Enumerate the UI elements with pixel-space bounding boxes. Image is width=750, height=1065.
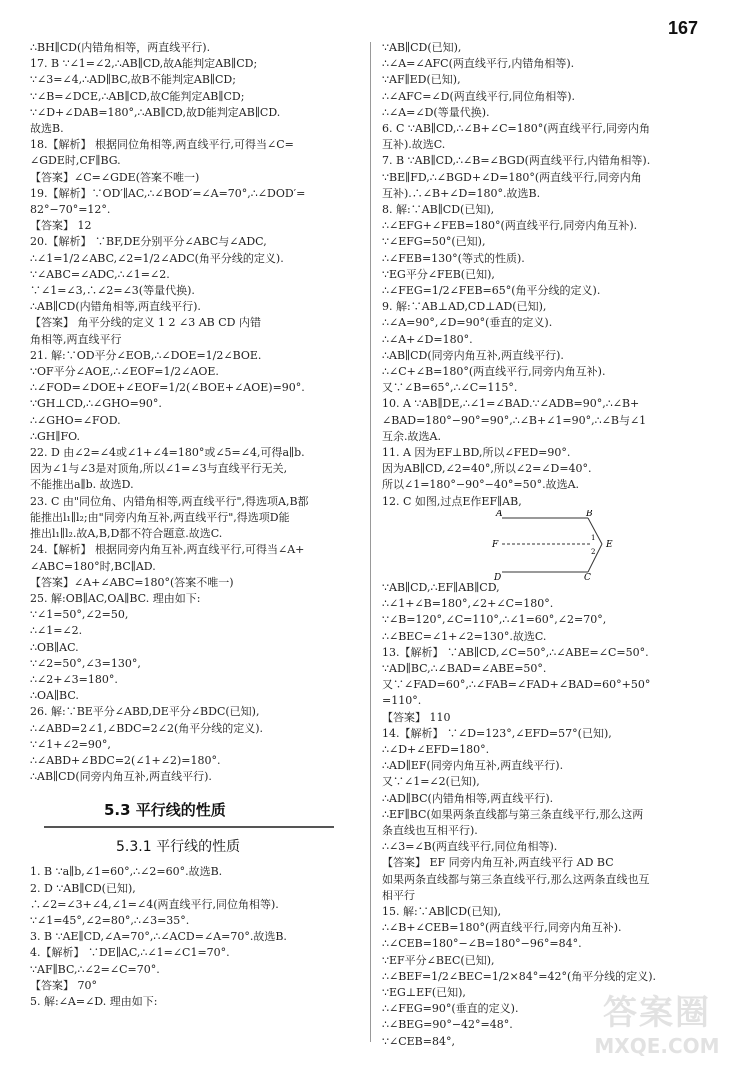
text-line: 8. 解:∵AB∥CD(已知), [382, 203, 495, 217]
text-line: ∴AB∥CD(同旁内角互补,两直线平行). [382, 348, 564, 362]
text-line: ∴∠1=∠2. [30, 624, 83, 638]
label-a: A [496, 509, 503, 519]
text-line: ∵GH⊥CD,∴∠GHO=90°. [30, 397, 162, 411]
text-line: 推出l₁∥l₂.故A,B,D都不符合题意.故选C. [30, 527, 223, 541]
label-angle-1: 1 [591, 533, 596, 542]
text-line: ∴∠AFC=∠D(两直线平行,同位角相等). [382, 89, 576, 103]
text-line: ∴∠C+∠B=180°(两直线平行,同旁内角互补). [382, 365, 606, 379]
text-line: ∴∠ABD+∠BDC=2(∠1+∠2)=180°. [30, 753, 221, 767]
text-line: ∴∠A+∠D=180°. [382, 332, 473, 346]
text-line: 又∵∠B=65°,∴∠C=115°. [382, 381, 518, 395]
text-line: 15. 解:∵AB∥CD(已知), [382, 904, 502, 918]
watermark-main: 答案圈 [603, 993, 711, 1033]
left-bottom-block [30, 864, 360, 1010]
text-line: ∵∠CEB=84°, [382, 1034, 455, 1048]
text-line: ∴AD∥EF(同旁内角互补,两直线平行). [382, 759, 564, 773]
text-line: 相平行 [382, 888, 415, 902]
text-line: ∵∠1=∠3,∴∠2=∠3(等量代换). [30, 284, 195, 298]
text-line: ∴∠FEB=130°(等式的性质). [382, 251, 525, 265]
text-line: ∴EF∥BC(如果两条直线都与第三条直线平行,那么这两 [382, 807, 644, 821]
text-line: ∴∠EFG+∠FEB=180°(两直线平行,同旁内角互补). [382, 219, 638, 233]
label-c: C [584, 572, 591, 580]
section-underline [44, 826, 334, 828]
text-line: 【答案】 12 [30, 219, 92, 233]
text-line: ∵EG平分∠FEB(已知), [382, 267, 495, 281]
text-line: 【答案】 110 [382, 710, 451, 724]
watermark-logo [582, 985, 732, 1058]
text-line: ∵EG⊥EF(已知), [382, 985, 466, 999]
text-line: 82°−70°=12°. [30, 203, 111, 217]
text-line: ∴∠BEF=1/2∠BEC=1/2×84°=42°(角平分线的定义). [382, 969, 657, 983]
text-line: ∵OF平分∠AOE,∴∠EOF=1/2∠AOE. [30, 365, 219, 379]
text-line: ∵AF∥BC,∴∠2=∠C=70°. [30, 962, 160, 976]
text-line: 【答案】 角平分线的定义 1 2 ∠3 AB CD 内错 [30, 316, 261, 330]
text-line: ∴∠1=1/2∠ABC,∠2=1/2∠ADC(角平分线的定义). [30, 251, 284, 265]
left-top-block [30, 40, 360, 785]
text-line: 1. B ∵a∥b,∠1=60°,∴∠2=60°.故选B. [30, 865, 223, 879]
right-column [382, 40, 722, 1050]
section-title: 5.3 平行线的性质 [104, 801, 226, 820]
text-line: ∵AB∥CD,∴EF∥AB∥CD, [382, 580, 500, 594]
text-line: ∴∠D+∠EFD=180°. [382, 742, 490, 756]
text-line: ∵∠EFG=50°(已知), [382, 235, 486, 249]
text-line: 【答案】 70° [30, 978, 97, 992]
text-line: ∴GH∥FO. [30, 429, 80, 443]
text-line: ∴∠B+∠CEB=180°(两直线平行,同旁内角互补). [382, 921, 622, 935]
text-line: 18.【解析】 根据同位角相等,两直线平行,可得当∠C= [30, 138, 294, 152]
text-line: ∴∠1+∠B=180°,∠2+∠C=180°. [382, 597, 554, 611]
text-line: 17. B ∵∠1=∠2,∴AB∥CD,故A能判定AB∥CD; [30, 57, 258, 71]
text-line: ∴∠BEG=90°−42°=48°. [382, 1018, 513, 1032]
text-line: ∵∠ABC=∠ADC,∴∠1=∠2. [30, 267, 170, 281]
text-line: 2. D ∵AB∥CD(已知), [30, 881, 136, 895]
text-line: 19.【解析】∵OD′∥AC,∴∠BOD′=∠A=70°,∴∠DOD′= [30, 186, 306, 200]
text-line: ∴∠A=∠AFC(两直线平行,内错角相等). [382, 57, 575, 71]
text-line: 11. A 因为EF⊥BD,所以∠FED=90°. [382, 446, 571, 460]
text-line: ∵AD∥BC,∴∠BAD=∠ABE=50°. [382, 661, 547, 675]
text-line: 不能推出a∥b. 故选D. [30, 478, 134, 492]
text-line: 条直线也互相平行). [382, 823, 478, 837]
text-line: 故选B. [30, 122, 64, 136]
text-line: 又∵∠FAD=60°,∴∠FAB=∠FAD+∠BAD=60°+50° [382, 678, 651, 692]
label-angle-2: 2 [591, 547, 596, 556]
text-line: 能推出l₁∥l₂;由"同旁内角互补,两直线平行",得选项D能 [30, 510, 290, 524]
text-line: ∴BH∥CD(内错角相等，两直线平行). [30, 41, 211, 54]
geometry-figure [490, 510, 630, 580]
right-bottom-block [382, 580, 722, 1050]
text-line: 12. C 如图,过点E作EF∥AB, [382, 494, 522, 508]
text-line: 角相等,两直线平行 [30, 332, 122, 346]
text-line: ∵∠2=50°,∠3=130°, [30, 656, 141, 670]
text-line: ∴OB∥AC. [30, 640, 79, 654]
text-line: 因为AB∥CD,∠2=40°,所以∠2=∠D=40°. [382, 462, 592, 476]
text-line: ∵∠1=45°,∠2=80°,∴∠3=35°. [30, 913, 190, 927]
text-line: 10. A ∵AB∥DE,∴∠1=∠BAD.∵∠ADB=90°,∴∠B+ [382, 397, 640, 411]
text-line: ∴AD∥BC(内错角相等,两直线平行). [382, 791, 554, 805]
text-line: 13.【解析】 ∵AB∥CD,∠C=50°,∴∠ABE=∠C=50°. [382, 645, 649, 659]
text-line: ∴OA∥BC. [30, 689, 79, 703]
text-line: ∠GDE时,CF∥BG. [30, 154, 121, 168]
text-line: ∴∠2+∠3=180°. [30, 672, 118, 686]
text-line: 5. 解:∠A=∠D. 理由如下: [30, 994, 158, 1008]
text-line: 9. 解:∵AB⊥AD,CD⊥AD(已知), [382, 300, 547, 314]
text-line: 7. B ∵AB∥CD,∴∠B=∠BGD(两直线平行,内错角相等). [382, 154, 651, 168]
text-line: 6. C ∵AB∥CD,∴∠B+∠C=180°(两直线平行,同旁内角 [382, 122, 651, 136]
text-line: 4.【解析】 ∵DE∥AC,∴∠1=∠C1=70°. [30, 946, 230, 960]
text-line: ∵AB∥CD(已知), [382, 41, 462, 54]
text-line: 互余.故选A. [382, 429, 441, 443]
label-e: E [606, 539, 613, 550]
text-line: ∴∠FEG=1/2∠FEB=65°(角平分线的定义). [382, 284, 601, 298]
text-line: ∴∠ABD=2∠1,∠BDC=2∠2(角平分线的定义). [30, 721, 264, 735]
text-line: ∵∠B=120°,∠C=110°,∴∠1=60°,∠2=70°, [382, 613, 607, 627]
text-line: ∴∠CEB=180°−∠B=180°−96°=84°. [382, 937, 582, 951]
text-line: 【答案】∠A+∠ABC=180°(答案不唯一) [30, 575, 234, 589]
text-line: ∵AF∥ED(已知), [382, 73, 461, 87]
text-line: 3. B ∵AE∥CD,∠A=70°,∴∠ACD=∠A=70°.故选B. [30, 930, 287, 944]
column-divider [370, 42, 371, 1042]
text-line: ∴∠FOD=∠DOE+∠EOF=1/2(∠BOE+∠AOE)=90°. [30, 381, 305, 395]
page-number: 167 [667, 18, 698, 38]
text-line: 22. D 由∠2=∠4或∠1+∠4=180°或∠5=∠4,可得a∥b. [30, 446, 305, 460]
subsection-title: 5.3.1 平行线的性质 [116, 839, 241, 856]
text-line: ∵∠B=∠DCE,∴AB∥CD,故C能判定AB∥CD; [30, 89, 245, 103]
text-line: 【答案】 EF 同旁内角互补,两直线平行 AD BC [382, 856, 614, 870]
text-line: ∵BE∥FD,∴∠BGD+∠D=180°(两直线平行,同旁内角 [382, 170, 642, 184]
label-d: D [494, 572, 502, 580]
text-line: ∵∠3=∠4,∴AD∥BC,故B不能判定AB∥CD; [30, 73, 236, 87]
watermark-sub: MXQE.COM [594, 1034, 720, 1058]
text-line: 14.【解析】 ∵∠D=123°,∠EFD=57°(已知), [382, 726, 612, 740]
text-line: ∴AB∥CD(内错角相等,两直线平行). [30, 300, 201, 314]
text-line: 23. C 由"同位角、内错角相等,两直线平行",得选项A,B都 [30, 494, 309, 508]
text-line: ∴∠A=90°,∠D=90°(垂直的定义). [382, 316, 553, 330]
parallel-lines-diagram [490, 510, 630, 580]
text-line: ∵∠1+∠2=90°, [30, 737, 111, 751]
text-line: ∴∠FEG=90°(垂直的定义). [382, 1002, 519, 1016]
text-line: 互补).故选C. [382, 138, 446, 152]
text-line: 所以∠1=180°−90°−40°=50°.故选A. [382, 478, 580, 492]
text-line: 26. 解:∵BE平分∠ABD,DE平分∠BDC(已知), [30, 705, 260, 719]
text-line: ∠ABC=180°时,BC∥AD. [30, 559, 156, 573]
text-line: ∵∠D+∠DAB=180°,∴AB∥CD,故D能判定AB∥CD. [30, 105, 281, 119]
text-line: 20.【解析】 ∵BF,DE分别平分∠ABC与∠ADC, [30, 235, 267, 249]
text-line: 如果两条直线都与第三条直线平行,那么这两条直线也互 [382, 872, 650, 886]
label-f: F [492, 539, 499, 550]
text-line: ∴∠GHO=∠FOD. [30, 413, 121, 427]
text-line: 又∵∠1=∠2(已知), [382, 775, 480, 789]
label-b: B [586, 509, 593, 519]
text-line: =110°. [382, 694, 422, 708]
text-line: 【答案】∠C=∠GDE(答案不唯一) [30, 170, 200, 184]
right-top-block [382, 40, 722, 510]
text-line: ∴AB∥CD(同旁内角互补,两直线平行). [30, 770, 212, 784]
text-line: 25. 解:OB∥AC,OA∥BC. 理由如下: [30, 591, 201, 605]
text-line: ∴∠A=∠D(等量代换). [382, 105, 490, 119]
text-line: ∵∠1=50°,∠2=50, [30, 608, 129, 622]
text-line: ∠BAD=180°−90°=90°,∴∠B+∠1=90°,∴∠B与∠1 [382, 413, 647, 427]
text-line: ∵EF平分∠BEC(已知), [382, 953, 495, 967]
text-line: ∴∠3=∠B(两直线平行,同位角相等). [382, 840, 558, 854]
text-line: 21. 解:∵OD平分∠EOB,∴∠DOE=1/2∠BOE. [30, 348, 262, 362]
left-column [30, 40, 360, 1010]
text-line: ∴∠BEC=∠1+∠2=130°.故选C. [382, 629, 547, 643]
text-line: 互补).∴∠B+∠D=180°.故选B. [382, 186, 541, 200]
text-line: ∴∠2=∠3+∠4,∠1=∠4(两直线平行,同位角相等). [30, 897, 279, 911]
text-line: 因为∠1与∠3是对顶角,所以∠1=∠3与直线平行无关, [30, 462, 288, 476]
text-line: 24.【解析】 根据同旁内角互补,两直线平行,可得当∠A+ [30, 543, 305, 557]
